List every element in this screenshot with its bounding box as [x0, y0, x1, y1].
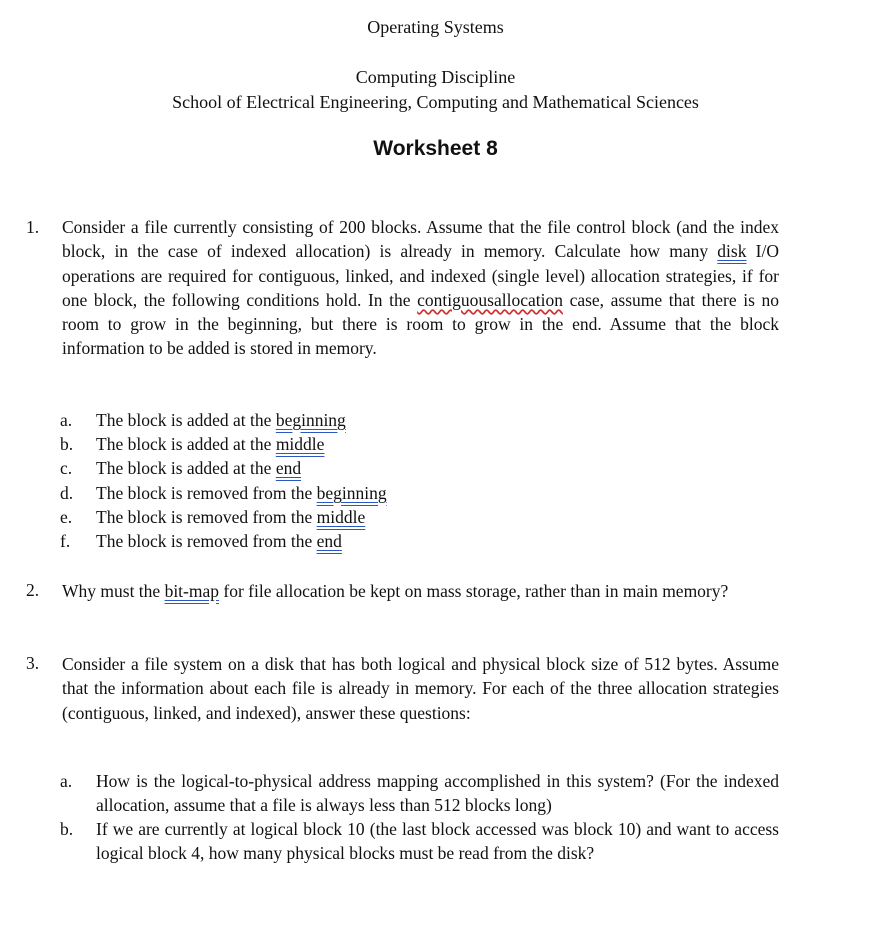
q1-number: 1. [26, 217, 40, 237]
q1-text: Consider a file currently consisting of 200 blocks. Assume that the file control block (and the index block, in the case of indexed allocation) is already in memory. Calculate how many disk I/O operations are required for contiguous, linked, and indexed (single level) allocation strategies, if for one block, the following conditions hold. In the contiguousallocation case, assume that there is no room to grow in the beginning, but there is room to grow in the end. Assume that the block information to be added is stored in memory. [62, 217, 780, 359]
discipline-title: Computing Discipline [355, 67, 516, 87]
q2-word-bitmap: bit-map [164, 581, 219, 601]
worksheet-title: Worksheet 8 [373, 137, 498, 160]
course-title: Operating Systems [367, 17, 504, 37]
q2-text: Why must the bit-map for file allocation be kept on mass storage, rather than in main memory? [62, 581, 729, 601]
q1-word-disk: disk [717, 241, 747, 262]
school-title: School of Electrical Engineering, Computing and Mathematical Sciences [172, 92, 699, 112]
q3-number: 3. [26, 653, 40, 673]
q2-number: 2. [26, 580, 40, 600]
q3-text: Consider a file system on a disk that has both logical and physical block size of 512 bytes. Assume that the information about each file is already in memory. For each of the three allocation strategies (contiguous, linked, and indexed), answer these questions: [62, 654, 779, 723]
q1-word-contiguous: contiguousallocation [417, 289, 563, 310]
